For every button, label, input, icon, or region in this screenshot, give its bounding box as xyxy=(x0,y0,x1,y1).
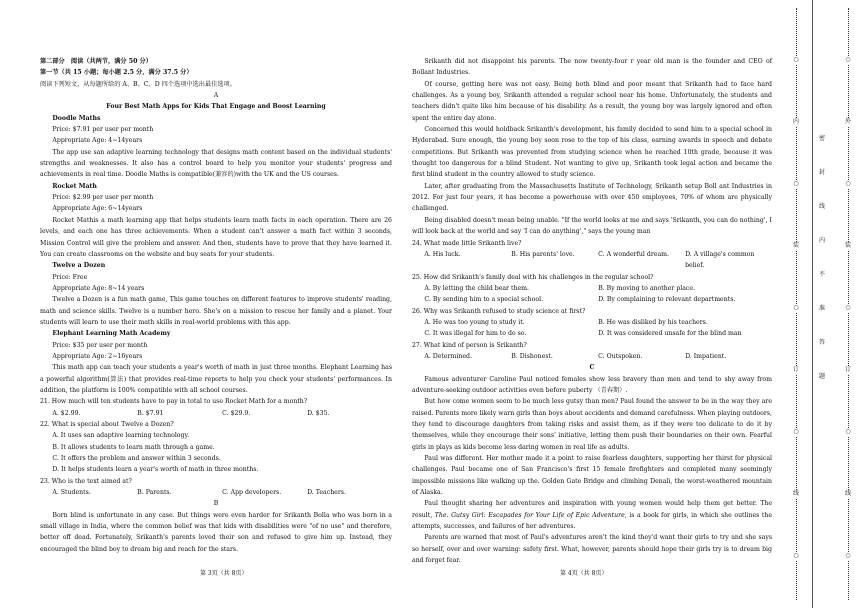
margin-border xyxy=(812,0,813,608)
binding-label: ○ xyxy=(790,180,802,188)
app-name: Twelve a Dozen xyxy=(52,262,106,270)
binding-label: 线 xyxy=(790,490,802,498)
app-description: Rocket Mathis a math learning app that helps students learn math facts in each operation. There are 26 levels, and each one has three achievements. When a student can't answer a math fact within 3 seconds, Mission Control will give the problem and answer. And then, students have to prove that they have learned it. You can create classrooms on the website and buy seats for your students. xyxy=(40,216,392,258)
option[interactable]: A. He was too young to study it. xyxy=(424,318,525,326)
option[interactable]: D. It helps students learn a year's worth of math in three months. xyxy=(52,466,259,474)
option[interactable]: C. A wonderful dream. xyxy=(598,250,669,258)
passage-a-title: Four Best Math Apps for Kids That Engage and Boost Learning xyxy=(106,103,326,111)
left-column xyxy=(40,56,392,555)
option[interactable]: A. His luck. xyxy=(424,250,461,258)
binding-label: 装 xyxy=(790,242,802,250)
app-description: Twelve a Dozen is a fun math game, This game touches on different features to improve students' reading, math and science skills. Twelve is a number hero. She's on a mission to rescue her family and a planet. Your students will learn to use their math skills in real-world problems with this app. xyxy=(40,296,392,326)
binding-label: 订 xyxy=(790,366,802,374)
passage-c-paragraph: Parents are warned that most of Paul's adventures aren't the kind they'd want their girls to try and she says so herself, over and over warning: safety first. What, however, parents should hope their girls try is to dream big and forget fear. xyxy=(412,534,772,565)
app-price: Price: $35 per user per month xyxy=(52,341,148,349)
option[interactable]: A. By letting the child bear them. xyxy=(424,284,529,292)
binding-label: 封 xyxy=(816,169,828,177)
question-27: 27. What kind of person is Srikanth? xyxy=(412,341,527,349)
question-23-options xyxy=(40,487,392,498)
binding-label: 内 xyxy=(790,118,802,126)
page-number-right: 第 4页（共 8页） xyxy=(560,570,608,577)
binding-label: ○ xyxy=(842,304,854,312)
binding-label: 外 xyxy=(842,118,854,126)
option[interactable]: B. His parents' love. xyxy=(511,250,575,258)
option[interactable]: A. $2.99. xyxy=(52,409,81,417)
option[interactable]: B. $7.91 xyxy=(137,409,164,417)
option[interactable]: C. $29.9. xyxy=(222,409,251,417)
binding-label: 线 xyxy=(842,490,854,498)
question-27-options xyxy=(412,351,772,362)
question-24-options xyxy=(412,249,772,272)
app-price: Price: Free xyxy=(52,273,88,281)
passage-c-paragraph: But how come women seem to be much less gutsy than men? Paul found the answer to be in the way they are raised. Parents more likely warn girls than boys about accidents and demand carefulness. When playing outdoors, they tend to discourage daughters from taking risks and assist them, as if they were too delicate to do it by themselves, while they encourage their sons' initiative, letting them push their boundaries on their own. Fearful girls in plays as kids become less daring women in real life as adults. xyxy=(412,398,772,451)
binding-label: 准 xyxy=(816,305,828,313)
option[interactable]: D. By complaining to relevant departments. xyxy=(598,296,736,304)
question-24: 24. What made little Srikanth live? xyxy=(412,239,522,247)
binding-label: ○ xyxy=(842,56,854,64)
passage-c-paragraph xyxy=(412,498,772,532)
option[interactable]: A. Students. xyxy=(52,489,91,497)
option[interactable]: C. By sending him to a special school. xyxy=(424,296,544,304)
binding-strip xyxy=(786,0,860,608)
app-price: Price: $2.99 per user per month xyxy=(52,194,154,202)
question-22: 22. What is special about Twelve a Dozen? xyxy=(40,421,174,428)
binding-label: 线 xyxy=(816,203,828,211)
passage-b-paragraph: Later, after graduating from the Massachusetts Institute of Technology, Srikanth setup Boll ant Industries in 2012. For just four years, it has become a powerhouse with over 450 employees, 70% of whom are physically challenged. xyxy=(412,182,772,213)
option[interactable]: A. It uses san adaptive learning technology. xyxy=(52,432,190,440)
section-title: 第二部分 阅读（共两节，满分 50 分） xyxy=(40,58,152,65)
option[interactable]: B. By moving to another place. xyxy=(598,284,696,292)
binding-label: ○ xyxy=(842,428,854,436)
question-21: 21. How much will ten students have to pay in total to use Rocket Math for a month? xyxy=(40,398,308,406)
binding-label: ○ xyxy=(790,304,802,312)
part-title: 第一节（共 15 小题；每小题 2.5 分，满分 37.5 分） xyxy=(40,69,193,77)
passage-b-paragraph: Being disabled doesn't mean being unable. "If the world looks at me and says 'Srikanth, you can do nothing', I will look back at the world and say 'I can do anything'," says the young man xyxy=(412,216,772,236)
passage-c-text: is a book for girls, in which she outlines the attempts, successes, and failures of her adventures. xyxy=(412,511,773,531)
passage-b-letter: B xyxy=(213,500,219,508)
binding-label: ○ xyxy=(790,552,802,560)
question-25-options xyxy=(412,283,772,294)
passage-b-paragraph: Born blind is unfortunate in any case. But things were even harder for Srikanth Bolla who was born in a small village in India, where the common belief was that kids with disabilities were "of no use" and therefore, better off dead. Fortunately, Srikanth's parents loved their son and refused to give him up. Instead, they encouraged the blind boy to dream big and reach for the stars. xyxy=(40,511,392,553)
app-age: Appropriate Age: 6~14years xyxy=(52,205,143,213)
option[interactable]: B. He was disliked by his teachers. xyxy=(598,318,708,326)
passage-c-paragraph: Famous adventurer Caroline Paul noticed females show less bravery than men and tend to shy away from adventure-seeking outdoor activities even before puberty （青春期）. xyxy=(412,375,772,394)
question-26: 26. Why was Srikanth refused to study science at first? xyxy=(412,307,586,315)
passage-b-paragraph: Of course, getting here was not easy. Being both blind and poor meant that Srikanth had to face hard challenges. As a young boy, Srikanth attended a regular school near his home. Unfortunately, the students and teachers didn't quite like him because of his disability. As a result, the young boy was largely ignored and often spent the entire day alone. xyxy=(412,80,772,122)
binding-label: 订 xyxy=(842,366,854,374)
option[interactable]: D. Impatient. xyxy=(685,352,727,360)
app-description: This math app can teach your students a year's worth of math in just three months. Elephant Learning has a powerful algorithm(算法) that provides real-time reports to help you check your students' performances. In addition, the platform is 100% compatible with all school courses. xyxy=(40,364,392,394)
option[interactable]: C. It offers the problem and answer within 3 seconds. xyxy=(52,455,221,463)
binding-label: ○ xyxy=(842,552,854,560)
passage-c-paragraph: Paul was different. Her mother made it a point to raise fearless daughters, supporting her thirst for physical challenges. Paul became one of San Francisco's first 15 female firefighters and completed many seemingly impossible missions like walking up the. Golden Gate Bridge and climbing Denali, the worst-weathered mountain of Alaska. xyxy=(412,455,772,497)
option[interactable]: C. App developers. xyxy=(222,489,282,497)
app-age: Appropriate Age: 2~16years xyxy=(52,352,143,360)
option[interactable]: B. It allows students to learn math through a game. xyxy=(52,443,215,451)
question-26-options xyxy=(412,317,772,328)
binding-label: 内 xyxy=(816,237,828,245)
inner-seal-labels xyxy=(790,0,802,608)
question-25: 25. How did Srikanth's family deal with his challenges in the regular school? xyxy=(412,273,654,281)
binding-label: 题 xyxy=(816,373,828,381)
right-column xyxy=(412,56,772,566)
book-title: The. Gutsy Girl: Escapades for Your Life of Epic Adventure, xyxy=(434,511,627,519)
app-age: Appropriate Age: 8~14 years xyxy=(52,284,145,292)
passage-c-letter: C xyxy=(589,364,595,372)
option[interactable]: C. Outspoken. xyxy=(598,352,643,360)
outer-seal-labels xyxy=(842,0,854,608)
app-name: Rocket Math xyxy=(52,182,97,190)
app-name: Elephant Learning Math Academy xyxy=(52,330,171,338)
question-25-options xyxy=(412,294,772,305)
binding-label: 不 xyxy=(816,271,828,279)
option[interactable]: D. A village's common belief. xyxy=(685,250,755,270)
binding-label: ○ xyxy=(790,56,802,64)
binding-label: 答 xyxy=(816,339,828,347)
passage-b-paragraph: Srikanth did not disappoint his parents. The now twenty-four r year old man is the founder and CEO of Bollant Industries. xyxy=(412,58,772,77)
instructions: 阅读下列短文，从每题所给的 A、B、C、D 四个选项中选出最佳选项。 xyxy=(40,80,236,88)
option[interactable]: B. Dishonest. xyxy=(511,352,553,360)
passage-c-text: Paul thought sharing her adventures and inspiration with young women would help them get better. The result, xyxy=(412,500,772,519)
option[interactable]: D. It was considered unsafe for the blind man xyxy=(598,330,742,338)
passage-a-letter: A xyxy=(213,92,219,100)
app-description: The app use san adaptive learning technology that designs math content based on the individual students' strengths and weaknesses. It also has a control board to help you monitor your students' progress and achievements in real time. Doodle Maths is compatible(兼容的)with the UK and the US courses. xyxy=(40,148,392,179)
binding-label: 密 xyxy=(816,135,828,143)
option[interactable]: D. $35. xyxy=(307,409,330,417)
question-23: 23. Who is the text aimed at? xyxy=(40,477,132,485)
option[interactable]: A. Determined. xyxy=(424,352,472,360)
question-26-options xyxy=(412,328,772,339)
question-21-options xyxy=(40,408,392,419)
passage-b-paragraph: Concerned this would holdback Srikanth's development, his family decided to send him to a special school in Hyderabad. Sure enough, the young boy soon rose to the top of his class, earning awards in speech and debate competitions. But Srikanth was prevented from studying science when he reached 10th grade, because it was thought too dangerous for a blind Student. Not wanting to give up, Srikanth took legal action and became the first blind student in the country allowed to study science. xyxy=(412,126,772,179)
page-number-left: 第 3页（共 8页） xyxy=(200,570,248,577)
binding-label: ○ xyxy=(842,180,854,188)
app-price: Price: $7.91 per user per month xyxy=(52,126,154,134)
option[interactable]: B. Parents. xyxy=(137,489,172,497)
binding-label: 装 xyxy=(842,242,854,250)
option[interactable]: D. Teachers. xyxy=(307,489,346,497)
app-age: Appropriate Age: 4~14years xyxy=(52,137,143,145)
option[interactable]: C. It was illegal for him to do so. xyxy=(424,330,527,338)
binding-label: ○ xyxy=(790,428,802,436)
app-name: Doodle Maths xyxy=(52,114,101,122)
